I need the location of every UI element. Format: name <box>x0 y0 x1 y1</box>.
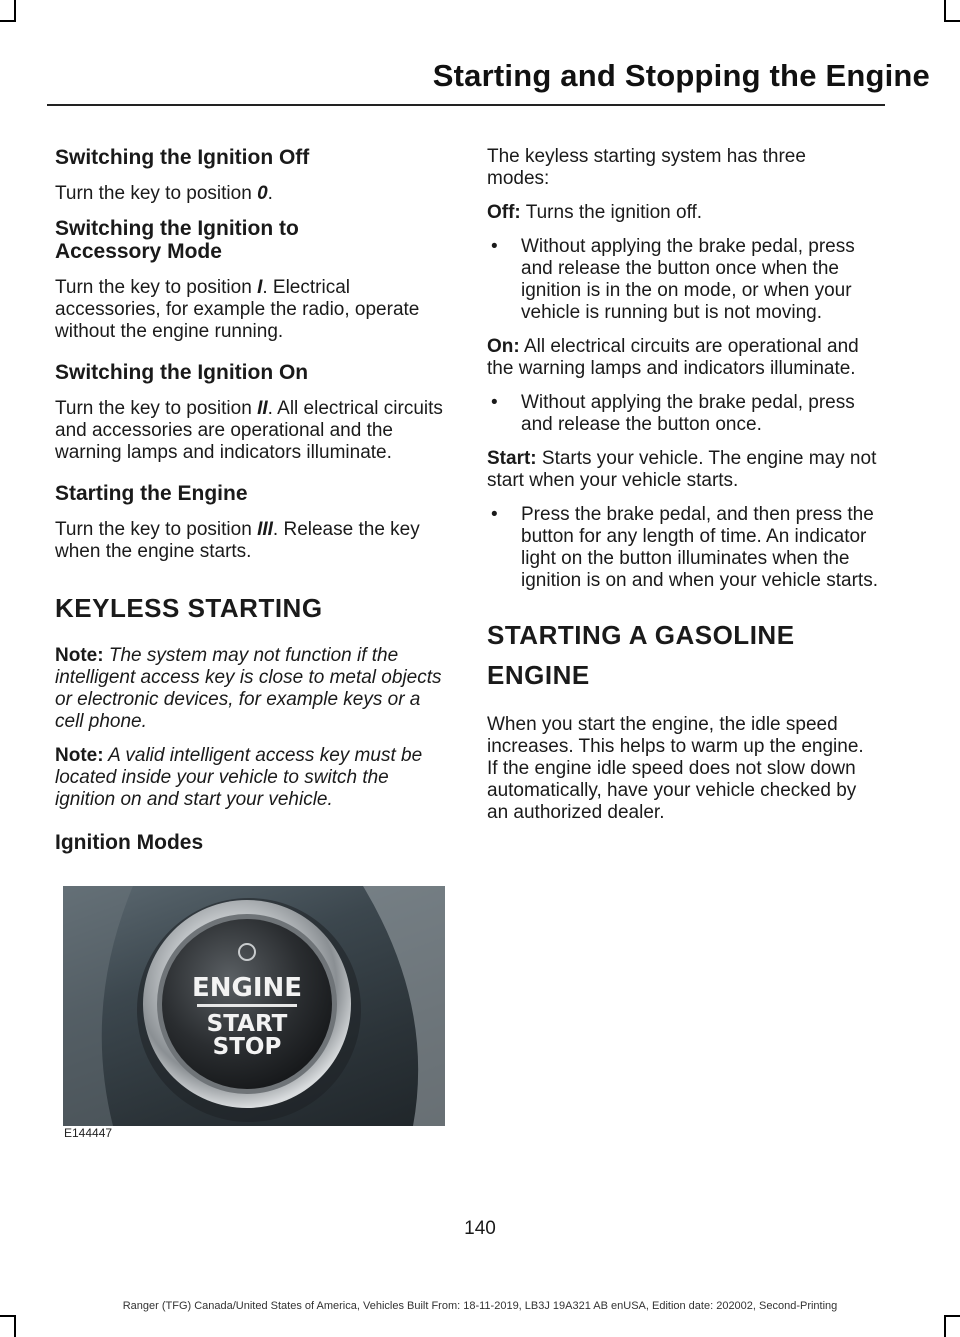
keyless-intro: The keyless starting system has three modes: <box>487 146 806 189</box>
bezel-highlight <box>363 886 445 1126</box>
mode-off-bullets <box>487 236 879 324</box>
crop-mark <box>0 1315 16 1317</box>
ignition-off-text <box>55 183 447 205</box>
left-column <box>55 146 447 868</box>
heading-line: ENGINE <box>487 660 590 690</box>
mode-on-description <box>487 336 879 380</box>
section-heading-gasoline-engine <box>487 620 879 690</box>
text-segment: Turn the key to position <box>55 398 258 419</box>
accessory-mode-text <box>55 277 447 343</box>
page-title: Starting and Stopping the Engine <box>432 58 930 93</box>
note-text: The system may not function if the intelligent access key is close to metal objects or electronic devices, for example keys or a cell phone. <box>55 645 442 732</box>
section-heading-ignition-off: Switching the Ignition Off <box>55 146 310 169</box>
engine-start-button-illustration <box>63 886 445 1126</box>
header-divider <box>47 104 885 106</box>
ignition-on-text <box>55 398 447 464</box>
crop-mark <box>944 20 960 22</box>
mode-label: On: <box>487 336 520 357</box>
note-text: A valid intelligent access key must be located inside your vehicle to switch the ignition on and start your vehicle. <box>55 745 423 810</box>
note-metal-objects <box>55 645 447 733</box>
note-label: Note: <box>55 645 104 666</box>
text-segment: Turns the ignition off. <box>520 202 703 223</box>
list-item: • Press the brake pedal, and then press the button for any length of time. An indicator light on the button illuminates when the ignition is on and when your vehicle starts. <box>487 504 879 592</box>
crop-mark <box>944 1315 946 1337</box>
list-item: • Without applying the brake pedal, press and release the button once when the ignition is in the on mode, or when your vehicle is running but is not moving. <box>487 236 879 324</box>
section-heading-keyless-starting: KEYLESS STARTING <box>55 593 323 623</box>
section-heading-accessory-mode: Switching the Ignition to Accessory Mode <box>55 217 299 263</box>
mode-label: Start: <box>487 448 537 469</box>
mode-label: Off: <box>487 202 521 223</box>
note-valid-key <box>55 745 447 811</box>
crop-mark <box>14 0 16 22</box>
ignition-position: 0 <box>257 183 268 204</box>
mode-start-bullets <box>487 504 879 592</box>
mode-off-description <box>487 202 879 224</box>
mode-on-bullets <box>487 392 879 436</box>
text-segment: Turn the key to position <box>55 519 258 540</box>
text-segment: . <box>267 183 273 204</box>
section-heading-ignition-modes: Ignition Modes <box>55 831 204 854</box>
text-segment: Turn the key to position <box>55 183 258 204</box>
engine-start-button-photo <box>63 886 445 1126</box>
footer-text: Ranger (TFG) Canada/United States of America, Vehicles Built From: 18-11-2019, LB3J 19A321 AB enUSA, Edition date: 202002, Second-Printing <box>122 1300 838 1312</box>
button-label-stop: STOP <box>212 1034 282 1060</box>
crop-mark <box>944 0 946 22</box>
gasoline-engine-text: When you start the engine, the idle speed increases. This helps to warm up the engine. If the engine idle speed does not slow down automatically, have your vehicle checked by an authorized dealer. <box>487 714 864 823</box>
right-column <box>487 146 879 836</box>
starting-engine-text <box>55 519 447 563</box>
text-segment: . Release the key when the engine starts. <box>55 519 420 562</box>
image-code: E144447 <box>64 1126 113 1140</box>
crop-mark <box>14 1315 16 1337</box>
mode-start-description <box>487 448 879 492</box>
button-label-start: START <box>206 1011 288 1037</box>
text-segment: Turn the key to position <box>55 277 258 298</box>
button-label-engine: ENGINE <box>191 973 303 1003</box>
list-item: • Without applying the brake pedal, press and release the button once. <box>487 392 879 436</box>
ignition-position: III <box>257 519 273 540</box>
text-segment: Starts your vehicle. The engine may not start when your vehicle starts. <box>487 448 877 491</box>
text-segment: . All electrical circuits and accessories are operational and the warning lamps and indicators illuminate. <box>55 398 443 463</box>
note-label: Note: <box>55 745 104 766</box>
button-label-divider <box>197 1004 297 1007</box>
section-heading-ignition-on: Switching the Ignition On <box>55 361 309 384</box>
page-number: 140 <box>464 1218 496 1239</box>
crop-mark <box>0 20 16 22</box>
ignition-position: I <box>257 277 263 298</box>
text-segment: . Electrical accessories, for example the radio, operate without the engine running. <box>55 277 420 342</box>
crop-mark <box>944 1315 960 1317</box>
section-heading-starting-engine: Starting the Engine <box>55 482 248 505</box>
text-segment: All electrical circuits are operational and the warning lamps and indicators illuminate. <box>487 336 859 379</box>
ignition-position: II <box>257 398 268 419</box>
heading-line: STARTING A GASOLINE <box>487 620 795 650</box>
panel-shade <box>63 886 133 1126</box>
